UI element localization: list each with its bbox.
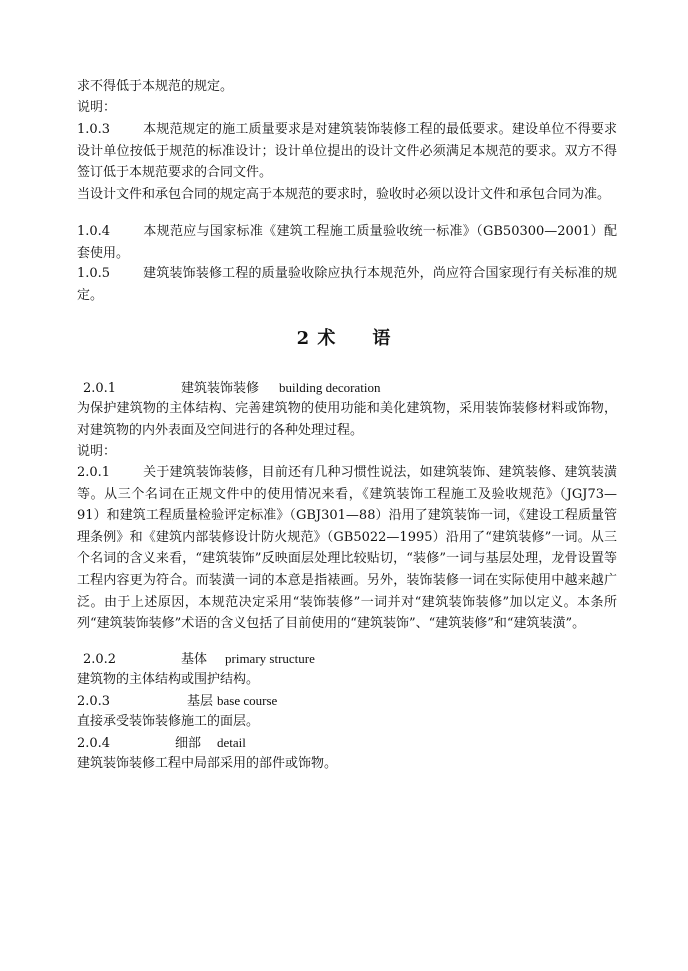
definition-2-0-4 (77, 753, 617, 775)
note-label-text: 说明： (77, 444, 117, 459)
section-title-char-2: 语 (372, 328, 392, 349)
clause-text: 关于建筑装饰装修，目前还有几种习惯性说法，如建筑装饰、建筑装修、建筑装潢等。从三个名词在正规文件中的使用情况来看，《建筑装饰工程施工及验收规范》（JGJ73—91）和建筑工程质量检验评定标准》（GBJ301—88）沿用了建筑装饰一词，《建设工程质量管理条例》和《建筑内部装修设计防火规范》（GB5022—1995）沿用了“建筑装修”一词。从三个名词的含义来看，“建筑装饰”反映面层处理比较贴切，“装修”一词与基层处理，龙骨设置等工程内容更为符合。而装潢一词的本意是指裱画。另外，装饰装修一词在实际使用中越来越广泛。由于上述原因，本规范决定采用“装饰装修”一词并对“建筑装饰装修”加以定义。本条所列“建筑装饰装修”术语的含义包括了目前使用的“建筑装饰”、“建筑装修”和“建筑装潢”。 (77, 465, 617, 632)
term-chinese: 基层 (187, 694, 214, 709)
section-number: 2 (296, 328, 311, 349)
term-2-0-3 (77, 690, 277, 713)
note-label-2 (77, 441, 617, 463)
term-number: 2.0.3 (77, 694, 111, 709)
clause-1-0-3-continued (77, 184, 617, 206)
term-chinese: 建筑装饰装修 (181, 381, 260, 396)
term-2-0-4 (77, 732, 246, 755)
note-label (77, 97, 617, 119)
clause-number: 2.0.1 (77, 465, 111, 480)
term-number: 2.0.2 (83, 652, 117, 667)
clause-number: 1.0.4 (77, 224, 111, 239)
term-english: base course (217, 693, 278, 708)
definition-text: 建筑装饰装修工程中局部采用的部件或饰物。 (77, 756, 338, 771)
clause-text: 本规范规定的施工质量要求是对建筑装饰装修工程的最低要求。建设单位不得要求设计单位按低于规范的标准设计；设计单位提出的设计文件必须满足本规范的要求。双方不得签订低于本规范要求的合同文件。 (77, 122, 617, 181)
term-english: primary structure (225, 651, 315, 666)
section-title (0, 328, 688, 350)
note-label-text: 说明： (77, 100, 117, 115)
term-number: 2.0.4 (77, 736, 111, 751)
clause-text: 本规范应与国家标准《建筑工程施工质量验收统一标准》（GB50300—2001）配套使用。 (77, 224, 617, 261)
term-2-0-2 (83, 648, 315, 671)
term-english: detail (217, 735, 246, 750)
section-title-char-1: 术 (317, 328, 337, 349)
definition-text: 直接承受装饰装修施工的面层。 (77, 714, 260, 729)
clause-text: 当设计文件和承包合同的规定高于本规范的要求时，验收时必须以设计文件和承包合同为准。 (77, 187, 611, 202)
note-2-0-1 (77, 462, 617, 635)
definition-text: 建筑物的主体结构或围护结构。 (77, 672, 260, 687)
continuation-line (77, 76, 617, 98)
term-2-0-1 (83, 377, 380, 400)
definition-2-0-2 (77, 669, 617, 691)
clause-1-0-5 (77, 263, 617, 306)
clause-1-0-3 (77, 119, 617, 184)
definition-2-0-1 (77, 398, 617, 441)
definition-2-0-3 (77, 711, 617, 733)
clause-text: 建筑装饰装修工程的质量验收除应执行本规范外，尚应符合国家现行有关标准的规定。 (77, 266, 617, 303)
term-chinese: 基体 (181, 652, 208, 667)
clause-number: 1.0.3 (77, 122, 111, 137)
term-number: 2.0.1 (83, 381, 117, 396)
continuation-text: 求不得低于本规范的规定。 (77, 79, 234, 94)
definition-text: 为保护建筑物的主体结构、完善建筑物的使用功能和美化建筑物，采用装饰装修材料或饰物，对建筑物的内外表面及空间进行的各种处理过程。 (77, 401, 617, 438)
clause-number: 1.0.5 (77, 266, 111, 281)
clause-1-0-4 (77, 221, 617, 264)
term-chinese: 细部 (175, 736, 202, 751)
term-english: building decoration (279, 380, 381, 395)
